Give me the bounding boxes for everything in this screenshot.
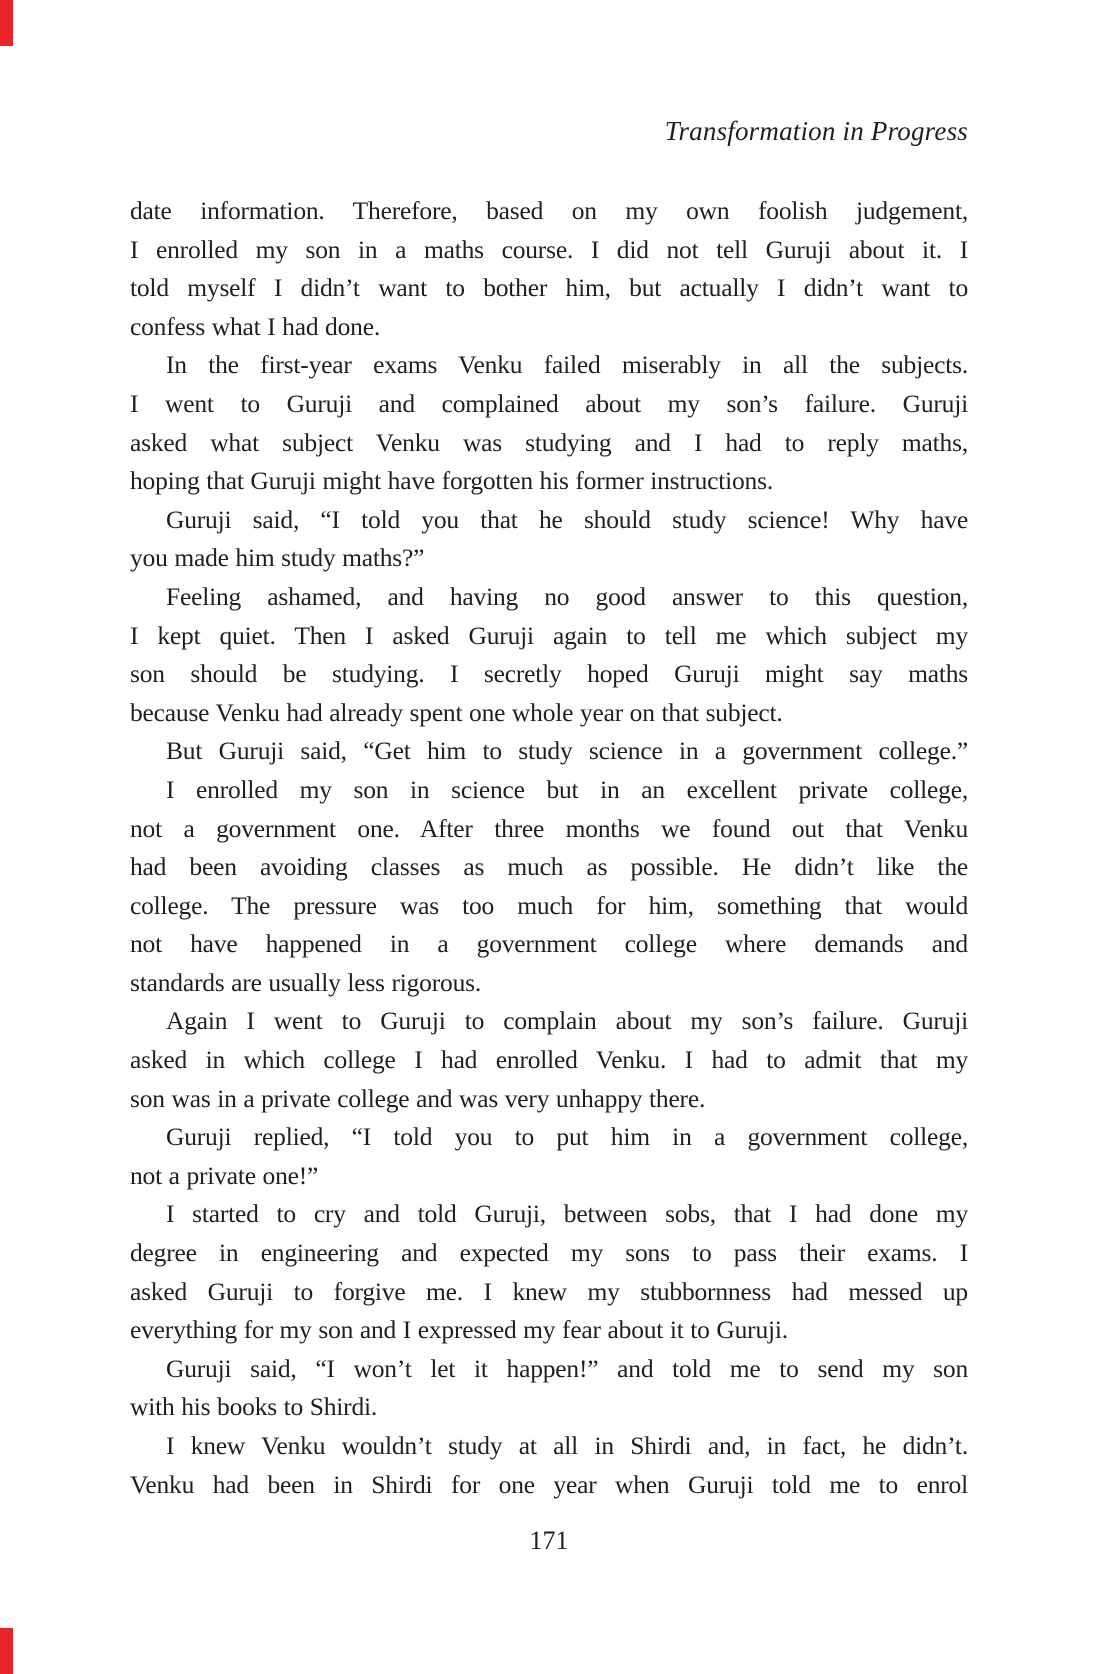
paragraph — [130, 501, 968, 578]
paragraph — [130, 732, 968, 771]
text-line: Feeling ashamed, and having no good answer to this question, — [166, 581, 968, 611]
text-line: not a government one. After three months we found out that Venku — [130, 813, 968, 843]
text-line: not a private one!” — [130, 1160, 319, 1190]
text-line: son was in a private college and was very unhappy there. — [130, 1083, 706, 1113]
text-line: I went to Guruji and complained about my son’s failure. Guruji — [130, 388, 968, 418]
paragraph — [130, 1002, 968, 1118]
text-line: Guruji said, “I told you that he should study science! Why have — [166, 504, 968, 534]
text-line: had been avoiding classes as much as possible. He didn’t like the — [130, 852, 968, 882]
text-line: I started to cry and told Guruji, between sobs, that I had done my — [166, 1199, 968, 1229]
text-line: But Guruji said, “Get him to study science in a government college.” — [166, 736, 968, 766]
text-line: not have happened in a government college where demands and — [130, 929, 968, 959]
text-line: In the first-year exams Venku failed miserably in all the subjects. — [166, 350, 968, 380]
paragraph — [130, 1118, 968, 1195]
text-line: asked Guruji to forgive me. I knew my stubbornness had messed up — [130, 1276, 968, 1306]
text-line: Again I went to Guruji to complain about my son’s failure. Guruji — [166, 1006, 968, 1036]
text-line: everything for my son and I expressed my fear about it to Guruji. — [130, 1315, 788, 1345]
text-line: because Venku had already spent one whole year on that subject. — [130, 697, 783, 727]
text-line: told myself I didn’t want to bother him, but actually I didn’t want to — [130, 273, 968, 303]
text-line: college. The pressure was too much for him, something that would — [130, 890, 968, 920]
text-line: I enrolled my son in science but in an excellent private college, — [166, 774, 968, 804]
text-line: I enrolled my son in a maths course. I did not tell Guruji about it. I — [130, 234, 968, 264]
paragraph — [130, 346, 968, 500]
paragraph — [130, 771, 968, 1003]
running-header: Transformation in Progress — [664, 116, 968, 146]
text-line: standards are usually less rigorous. — [130, 967, 482, 997]
text-line: Guruji said, “I won’t let it happen!” and told me to send my son — [166, 1353, 968, 1383]
page-number: 171 — [529, 1526, 569, 1555]
text-line: you made him study maths?” — [130, 543, 425, 573]
paragraph — [130, 578, 968, 732]
text-line: I knew Venku wouldn’t study at all in Shirdi and, in fact, he didn’t. — [166, 1431, 968, 1460]
text-line: Venku had been in Shirdi for one year when Guruji told me to enrol — [130, 1469, 968, 1499]
paragraph — [130, 1195, 968, 1349]
text-line: asked in which college I had enrolled Venku. I had to admit that my — [130, 1045, 968, 1075]
text-line: I kept quiet. Then I asked Guruji again to tell me which subject my — [130, 620, 968, 650]
text-line: date information. Therefore, based on my own foolish judgement, — [130, 196, 968, 225]
text-line: Guruji replied, “I told you to put him in a government college, — [166, 1122, 968, 1152]
scan-edge-artifact-bottom — [0, 1628, 13, 1674]
paragraph — [130, 192, 968, 346]
text-line: hoping that Guruji might have forgotten his former instructions. — [130, 466, 774, 496]
text-line: asked what subject Venku was studying and I had to reply maths, — [130, 427, 968, 457]
text-line: confess what I had done. — [130, 311, 380, 341]
text-line: son should be studying. I secretly hoped Guruji might say maths — [130, 659, 968, 689]
paragraph — [130, 1427, 968, 1504]
scan-edge-artifact-top — [0, 0, 13, 46]
paragraph — [130, 1350, 968, 1427]
body-text — [130, 192, 968, 1504]
text-line: degree in engineering and expected my sons to pass their exams. I — [130, 1238, 968, 1268]
text-line: with his books to Shirdi. — [130, 1392, 378, 1422]
